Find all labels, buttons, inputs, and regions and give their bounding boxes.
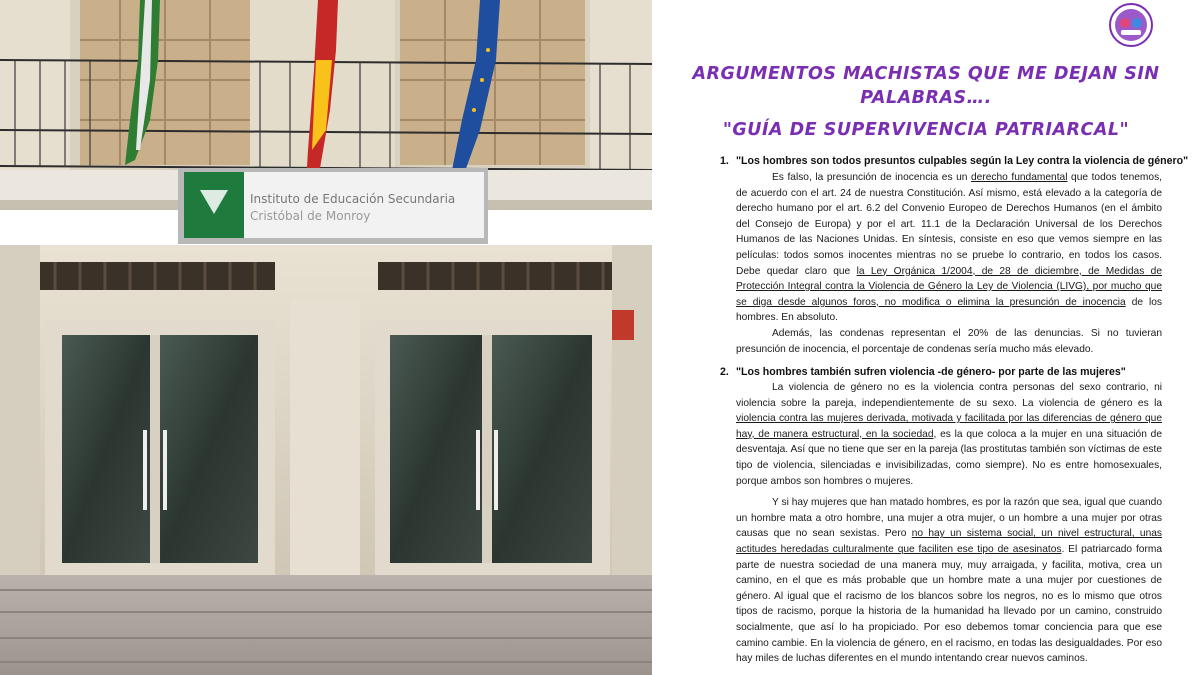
underlined-text: no hay un sistema social, un nivel estructural, unas actitudes heredadas culturalmente que faciliten ese tipo de asesinatos: [736, 528, 1162, 555]
logo-icon: [1109, 3, 1153, 47]
section-2-body: [736, 380, 1162, 667]
section-1-paragraph-2: Además, las condenas representan el 20% de las denuncias. Si no tuvieran presunción de inocencia, el porcentaje de condenas sería mucho más elevado.: [736, 327, 1162, 355]
text: , es la que coloca a la mujer en una situación de desventaja. Así que no tiene que ser en la pareja (las prostitutas también son víctimas de este tipo de violencia, silenciadas e invisibilizadas, como siempre). No es entre homosexuales, porque ambos son hombres o mujeres.: [736, 428, 1162, 487]
text: Y si hay mujeres que han matado hombres, es por la razón que sea, igual que cuando un hombre mata a otro hombre, una mujer a otra mujer, o un hombre a una mujer por otras causas que no sean sexistas. Pero: [736, 497, 1162, 540]
text: . El patriarcado forma parte de nuestra sociedad de una manera muy, muy arraigada, y facilita, motiva, crea un camino, en el que es más probable que un hombre mate a una mujer por cuestiones de género. Al igual que el racismo de los blancos sobre los negros, no es lo mismo que otros tipos de racismo, porque la historia de la humanidad ha llevado por un camino, construido socialmente, que así lo ha propiciado. Por eso debemos tomar conciencia para que ese camino cambie. En la violencia de género, en el racismo, en todas las desigualdades. Por eso hay miles de luchas diferentes en el mundo intentando crear nuevos caminos.: [736, 543, 1162, 665]
text: de los hombres. En absoluto.: [736, 296, 1162, 324]
section-2-paragraph-1: [736, 380, 1162, 489]
title-line-2: PALABRAS….: [860, 88, 992, 108]
text: Es falso, la presunción de inocencia es un: [772, 172, 972, 183]
section-2-paragraph-2: [736, 495, 1162, 667]
section-1-heading: [720, 155, 1188, 167]
section-1-body: [736, 170, 1162, 357]
section-2-heading-text: "Los hombres también sufren violencia -de género- por parte de las mujeres": [736, 366, 1126, 378]
section-1-number: 1.: [720, 155, 729, 167]
section-2-heading: [720, 366, 1126, 378]
title-line-3: "GUÍA DE SUPERVIVENCIA PATRIARCAL": [722, 120, 1130, 140]
document-page: [652, 0, 1200, 675]
underlined-text: derecho fundamental: [971, 172, 1068, 183]
sign-text-2: Cristóbal de Monroy: [250, 209, 371, 223]
section-1-paragraph-1: [736, 170, 1162, 326]
text: que todos tenemos, de acuerdo con el art. 24 de nuestra Constitución. Así mismo, está elevado a la categoría de derecho humano por el art. 6.2 del Convenio Europeo de Derechos Humanos (en el ámbito del Consejo de Europa) y por el art. 11.1 de la Declaración Universal de los Derechos Humanos de las Naciones Unidas. En síntesis, consiste en eso que vemos siempre en las películas: todos somos inocentes mientras no se pruebe lo contrario, en todos los casos. Debe quedar claro que: [736, 172, 1162, 277]
sign-text-1: Instituto de Educación Secundaria: [250, 192, 456, 206]
underlined-text: violencia contra las mujeres derivada, motivada y facilitada por las diferencias de género que hay, de manera estructural, en la sociedad: [736, 413, 1162, 440]
section-1-heading-text: "Los hombres son todos presuntos culpables según la Ley contra la violencia de género": [736, 155, 1189, 167]
section-2-number: 2.: [720, 366, 729, 378]
title-line-1: ARGUMENTOS MACHISTAS QUE ME DEJAN SIN: [692, 64, 1160, 84]
underlined-text: la Ley Orgánica 1/2004, de 28 de diciembre, de Medidas de Protección Integral contra la Violencia de Género la Ley de Violencia (LIVG), por mucho que se diga desde algunos foros, no modifica o elimina la presunción de inocencia: [736, 265, 1162, 308]
text: La violencia de género no es la violencia contra personas del sexo contrario, ni violencia sobre la pareja, independientemente de su sexo. La violencia de género es la: [736, 382, 1162, 409]
